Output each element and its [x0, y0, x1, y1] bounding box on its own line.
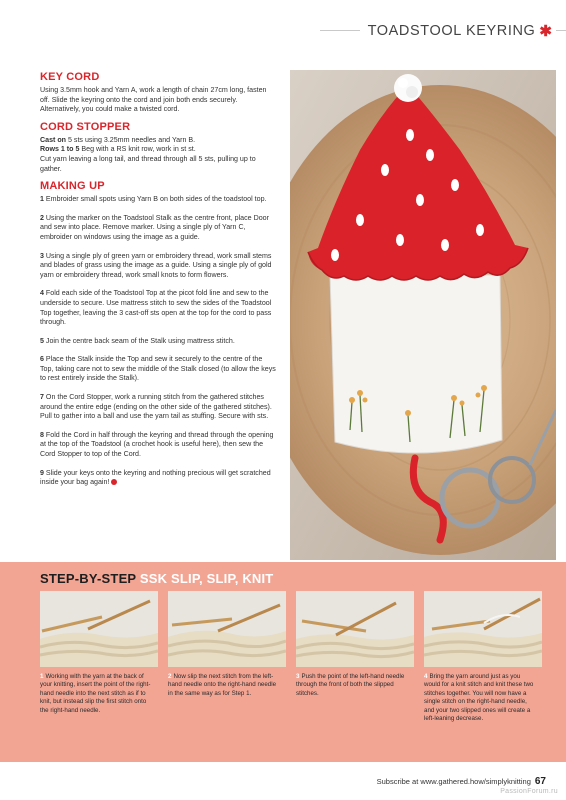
making-up-step	[40, 289, 277, 327]
step-text: Bring the yarn around just as you would for a knit stitch and knit these two stitches together. You will now have a single stitch on the right-hand needle, and your two slipped ones will create a left-leaning decrease.	[424, 673, 534, 723]
cast-on-line	[40, 136, 277, 146]
step-text: On the Cord Stopper, work a running stitch from the gathered stitches around the entire edge (ending on the other side of the gathered stitches). Pull to gather into a ball and use the yarn tail as stuffing. Secure with sts.	[40, 393, 272, 421]
key-cord-section	[40, 71, 277, 115]
cord-stopper-heading: CORD STOPPER	[40, 120, 131, 133]
step-description	[168, 673, 286, 698]
step-by-step-label: STEP-BY-STEP	[40, 571, 137, 586]
step-description	[296, 673, 414, 698]
making-up-section	[40, 180, 277, 488]
pattern-text-column	[40, 71, 277, 497]
technique-step	[424, 591, 542, 723]
making-up-step	[40, 214, 277, 243]
page-footer	[377, 776, 546, 787]
step-text: Embroider small spots using Yarn B on both sides of the toadstool top.	[43, 195, 267, 204]
making-up-step	[40, 252, 277, 281]
step-number: 2	[40, 213, 44, 222]
making-up-step	[40, 431, 277, 460]
cord-stopper-section	[40, 121, 277, 174]
header-title: TOADSTOOL KEYRING	[367, 23, 536, 39]
page-number: 67	[534, 776, 546, 787]
technique-title: SSK SLIP, SLIP, KNIT	[139, 571, 274, 586]
subscribe-link[interactable]: Subscribe at www.gathered.how/simplyknitting	[376, 777, 531, 786]
end-mark-icon	[111, 479, 117, 485]
knitting-needle-illustration	[168, 591, 286, 667]
step-text: Using the marker on the Toadstool Stalk as the centre front, place Door and sew into place. Remove marker. Using a single ply of Yarn C, embroider on windows using the image as a guide.	[40, 213, 269, 241]
making-up-step	[40, 469, 277, 488]
key-cord-text: Using 3.5mm hook and Yarn A, work a length of chain 27cm long, fasten off. Slide the keyring onto the cord and join both ends securely. Alternatively, you could make a twisted cord.	[40, 86, 267, 114]
technique-step	[296, 591, 414, 698]
knitting-needle-illustration	[296, 591, 414, 667]
knitting-needle-illustration	[40, 591, 158, 667]
making-up-heading: MAKING UP	[40, 180, 105, 193]
step-number: 3	[40, 251, 44, 260]
step-number: 4	[40, 289, 44, 298]
step-text: Using a single ply of green yarn or embroidery thread, work small stems and blades of grass using the image as a guide. Using a single ply of gold yarn or embroidery thread, work small knots to form flowers.	[40, 251, 272, 279]
step-text: Working with the yarn at the back of your knitting, insert the point of the right-hand needle into the next stitch as if to knit, but instead slip the first stitch onto the right-hand needle.	[40, 673, 151, 714]
making-up-step	[40, 355, 277, 384]
step-number: 2	[168, 673, 172, 680]
step-photo	[424, 591, 542, 667]
step-number: 5	[40, 336, 44, 345]
step-number: 1	[40, 195, 44, 204]
step-text: Place the Stalk inside the Top and sew it securely to the centre of the Top, taking care not to sew the middle of the Stalk closed (to allow the keys to rest entirely inside the Stalk).	[40, 355, 276, 383]
step-text: Push the point of the left-hand needle through the front of both the slipped stitches.	[296, 673, 405, 697]
step-text: Slide your keys onto the keyring and nothing precious will get scratched inside your bag again!	[40, 468, 271, 487]
step-text: Join the centre back seam of the Stalk using mattress stitch.	[43, 336, 235, 345]
step-photo	[40, 591, 158, 667]
step-photo	[168, 591, 286, 667]
cord-stopper-text: Cut yarn leaving a long tail, and thread through all 5 sts, pulling up to gather.	[40, 154, 256, 173]
step-text: Now slip the next stitch from the left-hand needle onto the right-hand needle in the same way as for Step 1.	[168, 673, 277, 697]
cast-on-label: Cast on	[40, 135, 67, 144]
step-by-step-title	[40, 571, 273, 586]
step-number: 7	[40, 393, 44, 402]
step-photo	[296, 591, 414, 667]
rows-label: Rows 1 to 5	[40, 145, 80, 154]
asterisk-icon: ✱	[539, 22, 552, 40]
making-up-step	[40, 393, 277, 422]
step-text: Fold the Cord in half through the keyring and thread through the opening at the top of the Toadstool (a crochet hook is useful here), then sew the Cord Stopper to top of the Cord.	[40, 430, 274, 459]
cast-on-text: 5 sts using 3.25mm needles and Yarn B.	[66, 135, 196, 144]
step-text: Fold each side of the Toadstool Top at the picot fold line and sew to the underside to secure. Use mattress stitch to sew the sides of the Toadstool Top together, leaving the 3 cast-off sts open at the top for the cord to pass through.	[40, 289, 272, 327]
toadstool-keyring-photo	[290, 70, 556, 560]
key-cord-heading: KEY CORD	[40, 71, 100, 83]
technique-step	[40, 591, 158, 715]
step-description	[40, 673, 158, 715]
step-number: 3	[296, 673, 300, 680]
rows-line	[40, 145, 277, 155]
step-number: 1	[40, 673, 44, 680]
step-number: 9	[40, 468, 44, 477]
step-number: 4	[424, 673, 428, 680]
technique-step	[168, 591, 286, 698]
toadstool-illustration	[290, 70, 556, 560]
section-header	[360, 20, 556, 42]
rows-text: Beg with a RS knit row, work in st st.	[79, 145, 196, 154]
making-up-step	[40, 337, 277, 347]
watermark: PassionForum.ru	[500, 788, 558, 795]
making-up-step	[40, 195, 277, 205]
knitting-needle-illustration	[424, 591, 542, 667]
step-number: 8	[40, 430, 44, 439]
step-number: 6	[40, 355, 44, 364]
step-description	[424, 673, 542, 723]
